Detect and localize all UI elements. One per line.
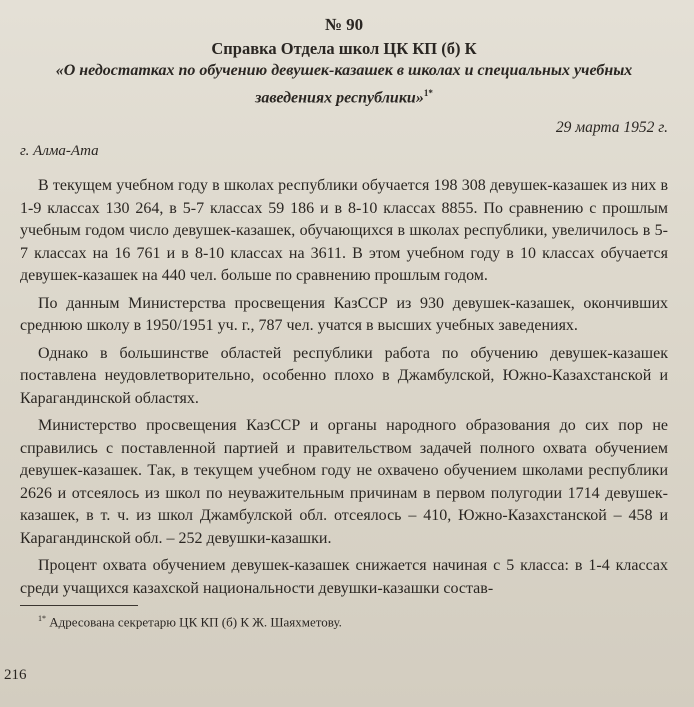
paragraph-4: Министерство просвещения КазССР и органы народного образования до сих пор не справились с поставленной партией и правительством задачей полного охвата обучением девушек-казашек. Так, в текущем учебном году не охвачено обучением школами республики 2626 и отсеялось из школ по неуважительным причинам в первом полугодии 1714 девушек-казашек, в т. ч. из школ Джамбулской обл. отсеялось – 410, Южно-Казахстанской – 458 и Карагандинской обл. – 252 девушки-казашки. (20, 417, 668, 547)
document-number: № 90 (324, 15, 364, 34)
document-title: Справка Отдела школ ЦК КП (б) К (211, 39, 477, 58)
paragraph-2: По данным Министерства просвещения КазССР из 930 девушек-казашек, окончивших среднюю школу в 1950/1951 уч. г., 787 чел. учатся в высших учебных заведениях. (20, 294, 668, 335)
document-place: г. Алма-Ата (20, 143, 99, 160)
document-subtitle (20, 60, 668, 109)
footnote-divider (20, 605, 138, 606)
page-number: 216 (4, 667, 27, 683)
footnote-mark: 1* (38, 614, 46, 624)
footnote-text: Адресована секретарю ЦК КП (б) К Ж. Шаяхметову. (49, 614, 342, 630)
paragraph-3: Однако в большинстве областей республики работа по обучению девушек-казашек поставлена неудовлетворительно, особенно плохо в Джамбулской, Южно-Казахстанской и Карагандинской областях. (20, 344, 668, 407)
footnote (20, 610, 668, 630)
paragraph-5: Процент охвата обучением девушек-казашек снижается начиная с 5 класса: в 1-4 классах среди учащихся казахской национальности девушки-казашки состав- (20, 557, 668, 597)
paragraph-1: В текущем учебном году в школах республики обучается 198 308 девушек-казашек из них в 1-9 классах 130 264, в 5-7 классах 59 186 и в 8-10 классах 8855. По сравнению с прошлым учебным годом число девушек-казашек, обучающихся в школах республики, увеличилось в 5-7 классах на 16 761 и в 8-10 классах на 3611. В этом учебном году в 10 классах обучается девушек-казашек на 440 чел. больше по сравнению прошлым годом. (20, 177, 668, 285)
document-date: 29 марта 1952 г. (555, 119, 668, 137)
document-subtitle-text: «О недостатках по обучению девушек-казашек в школах и специальных учебных заведениях республики» (55, 62, 633, 107)
subtitle-footnote-mark: 1* (423, 88, 433, 98)
